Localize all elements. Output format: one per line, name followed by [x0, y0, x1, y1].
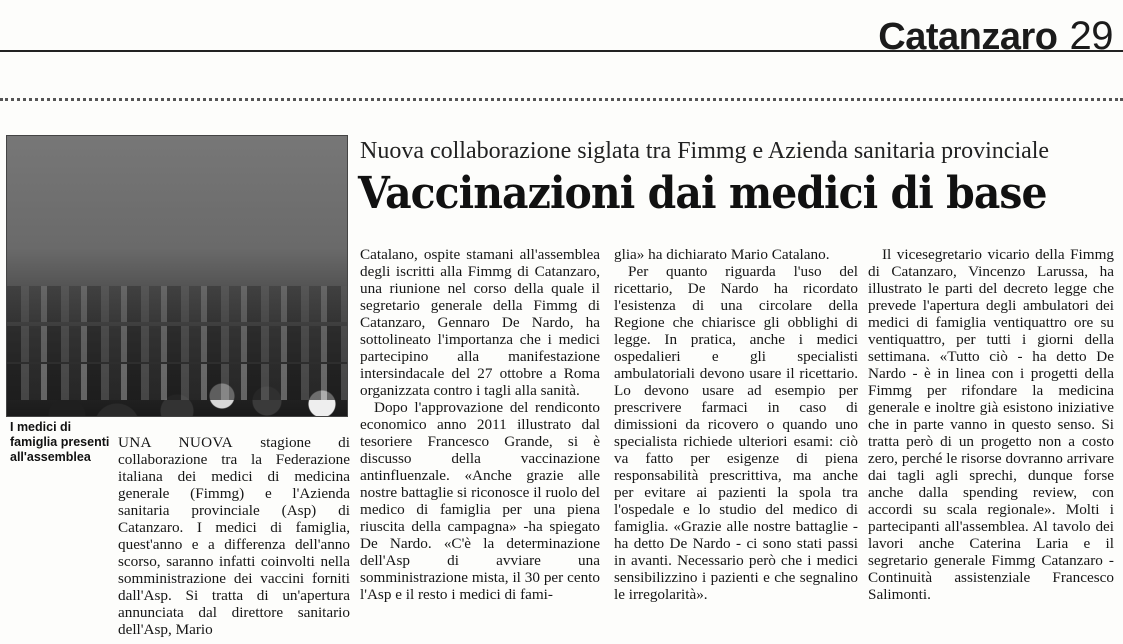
section-header — [878, 14, 1113, 59]
article-column-4 — [868, 246, 1114, 603]
article-column-2 — [360, 246, 600, 603]
paragraph: Dopo l'approvazione del rendiconto economico anno 2011 illustrato dal tesoriere Francesco Grande, si è discusso della vaccinazione antinfluenzale. «Anche grazie alle nostre battaglie si riconosce il ruolo del medico di famiglia per una piena riuscita della campagna» -ha spiegato De Nardo. «C'è la determinazione dell'Asp di avviare una somministrazione mista, il 30 per cento l'Asp e il resto i medici di fami- — [360, 399, 600, 603]
dotted-divider — [0, 98, 1123, 101]
section-name: Catanzaro — [878, 16, 1058, 58]
article-photo — [6, 135, 348, 417]
lead-words: UNA NUOVA — [118, 434, 233, 451]
paragraph: Catalano, ospite stamani all'assemblea degli iscritti alla Fimmg di Catanzaro, una riunione nel corso della quale il segretario generale della Fimmg di Catanzaro, Gennaro De Nardo, ha sottolineato l'importanza che i medici partecipino alla manifestazione intersindacale del 27 ottobre a Roma organizzata contro i tagli alla sanità. — [360, 246, 600, 399]
page-number: 29 — [1069, 14, 1113, 58]
paragraph: stagione di collaborazione tra la Federazione italiana dei medici di medicina generale (Fimmg) e l'Azienda sanitaria provinciale (Asp) di Catanzaro. I medici di famiglia, quest'anno e a differenza dell'anno scorso, saranno infatti coinvolti nella somministrazione dei vaccini forniti dall'Asp. Si tratta di un'apertura annunciata dal direttore sanitario dell'Asp, Mario — [118, 434, 350, 638]
article-kicker: Nuova collaborazione siglata tra Fimmg e Azienda sanitaria provinciale — [360, 138, 1050, 164]
photo-caption: I medici di famiglia presenti all'assemblea — [10, 420, 110, 464]
paragraph: glia» ha dichiarato Mario Catalano. — [614, 246, 830, 263]
paragraph: Per quanto riguarda l'uso del ricettario, De Nardo ha ricordato l'esistenza di una circolare della Regione che chiarisce gli obblighi di legge. In pratica, anche i medici ospedalieri e gli specialisti ambulatoriali devono usare il ricettario. Lo devono usare ad esempio per prescrivere farmaci in caso di dimissioni da ricovero o quando uno specialista richiede ulteriori esami: ciò va fatto per esigenze di piena responsabilità prescrittiva, ma anche per evitare ai pazienti la spola tra l'ospedale e lo studio del medico di famiglia. «Grazie alle nostre battaglie - ha detto De Nardo - ci sono stati passi in avanti. Necessario però che i medici sensibilizzino i pazienti e che segnalino le irregolarità». — [614, 263, 858, 603]
article-column-3 — [614, 246, 858, 603]
paragraph: Il vicesegretario vicario della Fimmg di Catanzaro, Vincenzo Larussa, ha illustrato le parti del decreto legge che prevede l'apertura degli ambulatori dei medici di famiglia ventiquattro ore su ventiquattro, per tutti i giorni della settimana. «Tutto ciò - ha detto De Nardo - è in linea con i progetti della Fimmg per rifondare la medicina generale e inoltre già esistono iniziative che in parte vanno in questo senso. Si tratta però di un progetto non a costo zero, perché le risorse dovranno arrivare dai tagli agli sprechi, dunque forse anche dalla spending review, con accordi su scala regionale». Molti i partecipanti all'assemblea. Al tavolo dei lavori anche Caterina Laria e il segretario generale Fimmg Catanzaro - Continuità assistenziale Francesco Salimonti. — [868, 246, 1114, 603]
article-column-1 — [118, 434, 350, 638]
header-rule — [0, 50, 1123, 52]
article-headline: Vaccinazioni dai medici di base — [358, 168, 1047, 219]
